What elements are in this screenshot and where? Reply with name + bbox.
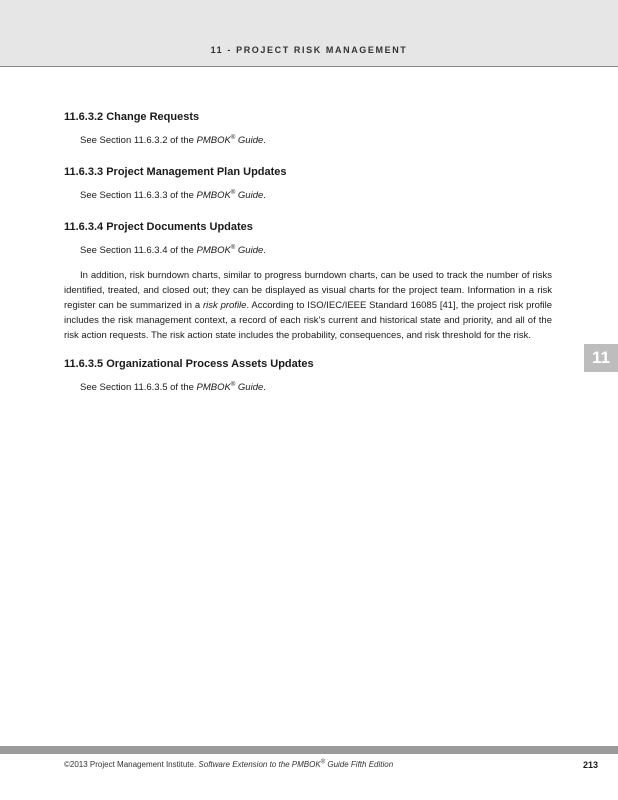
section-reference: See Section 11.6.3.4 of the PMBOK® Guide. xyxy=(80,244,266,256)
section-reference: See Section 11.6.3.2 of the PMBOK® Guide. xyxy=(80,134,266,146)
section-heading-change-requests: 11.6.3.2 Change Requests xyxy=(64,111,200,123)
body-paragraph: In addition, risk burndown charts, similar to progress burndown charts, can be used to track the number of risks identified, treated, and closed out; they can be displayed as visual charts for the project team. Information in a risk register can be summarized in a risk profile. According to ISO/IEC/IEEE Standard 16085 [41], the project risk profile includes the risk management context, a record of each risk’s current and historical state and priority, and all of the risk action requests. The risk action state includes the probability, consequences, and risk threshold for the risk. xyxy=(64,270,552,341)
section-heading-documents-updates: 11.6.3.4 Project Documents Updates xyxy=(64,221,253,233)
footer-band xyxy=(0,746,618,754)
page-content xyxy=(64,111,552,394)
header-rule xyxy=(0,66,618,67)
footer-copyright: ©2013 Project Management Institute. Software Extension to the PMBOK® Guide Fifth Edition xyxy=(64,759,394,769)
risk-profile-term: risk profile xyxy=(202,300,247,311)
section-reference: See Section 11.6.3.5 of the PMBOK® Guide. xyxy=(80,381,266,393)
section-reference: See Section 11.6.3.3 of the PMBOK® Guide. xyxy=(80,189,266,201)
section-heading-opa-updates: 11.6.3.5 Organizational Process Assets Updates xyxy=(64,358,314,370)
running-head: 11 - PROJECT RISK MANAGEMENT xyxy=(210,45,408,55)
header-band xyxy=(0,0,618,66)
page-number: 213 xyxy=(582,760,598,770)
section-heading-plan-updates: 11.6.3.3 Project Management Plan Updates xyxy=(64,166,287,178)
chapter-tab: 11 xyxy=(584,344,618,372)
